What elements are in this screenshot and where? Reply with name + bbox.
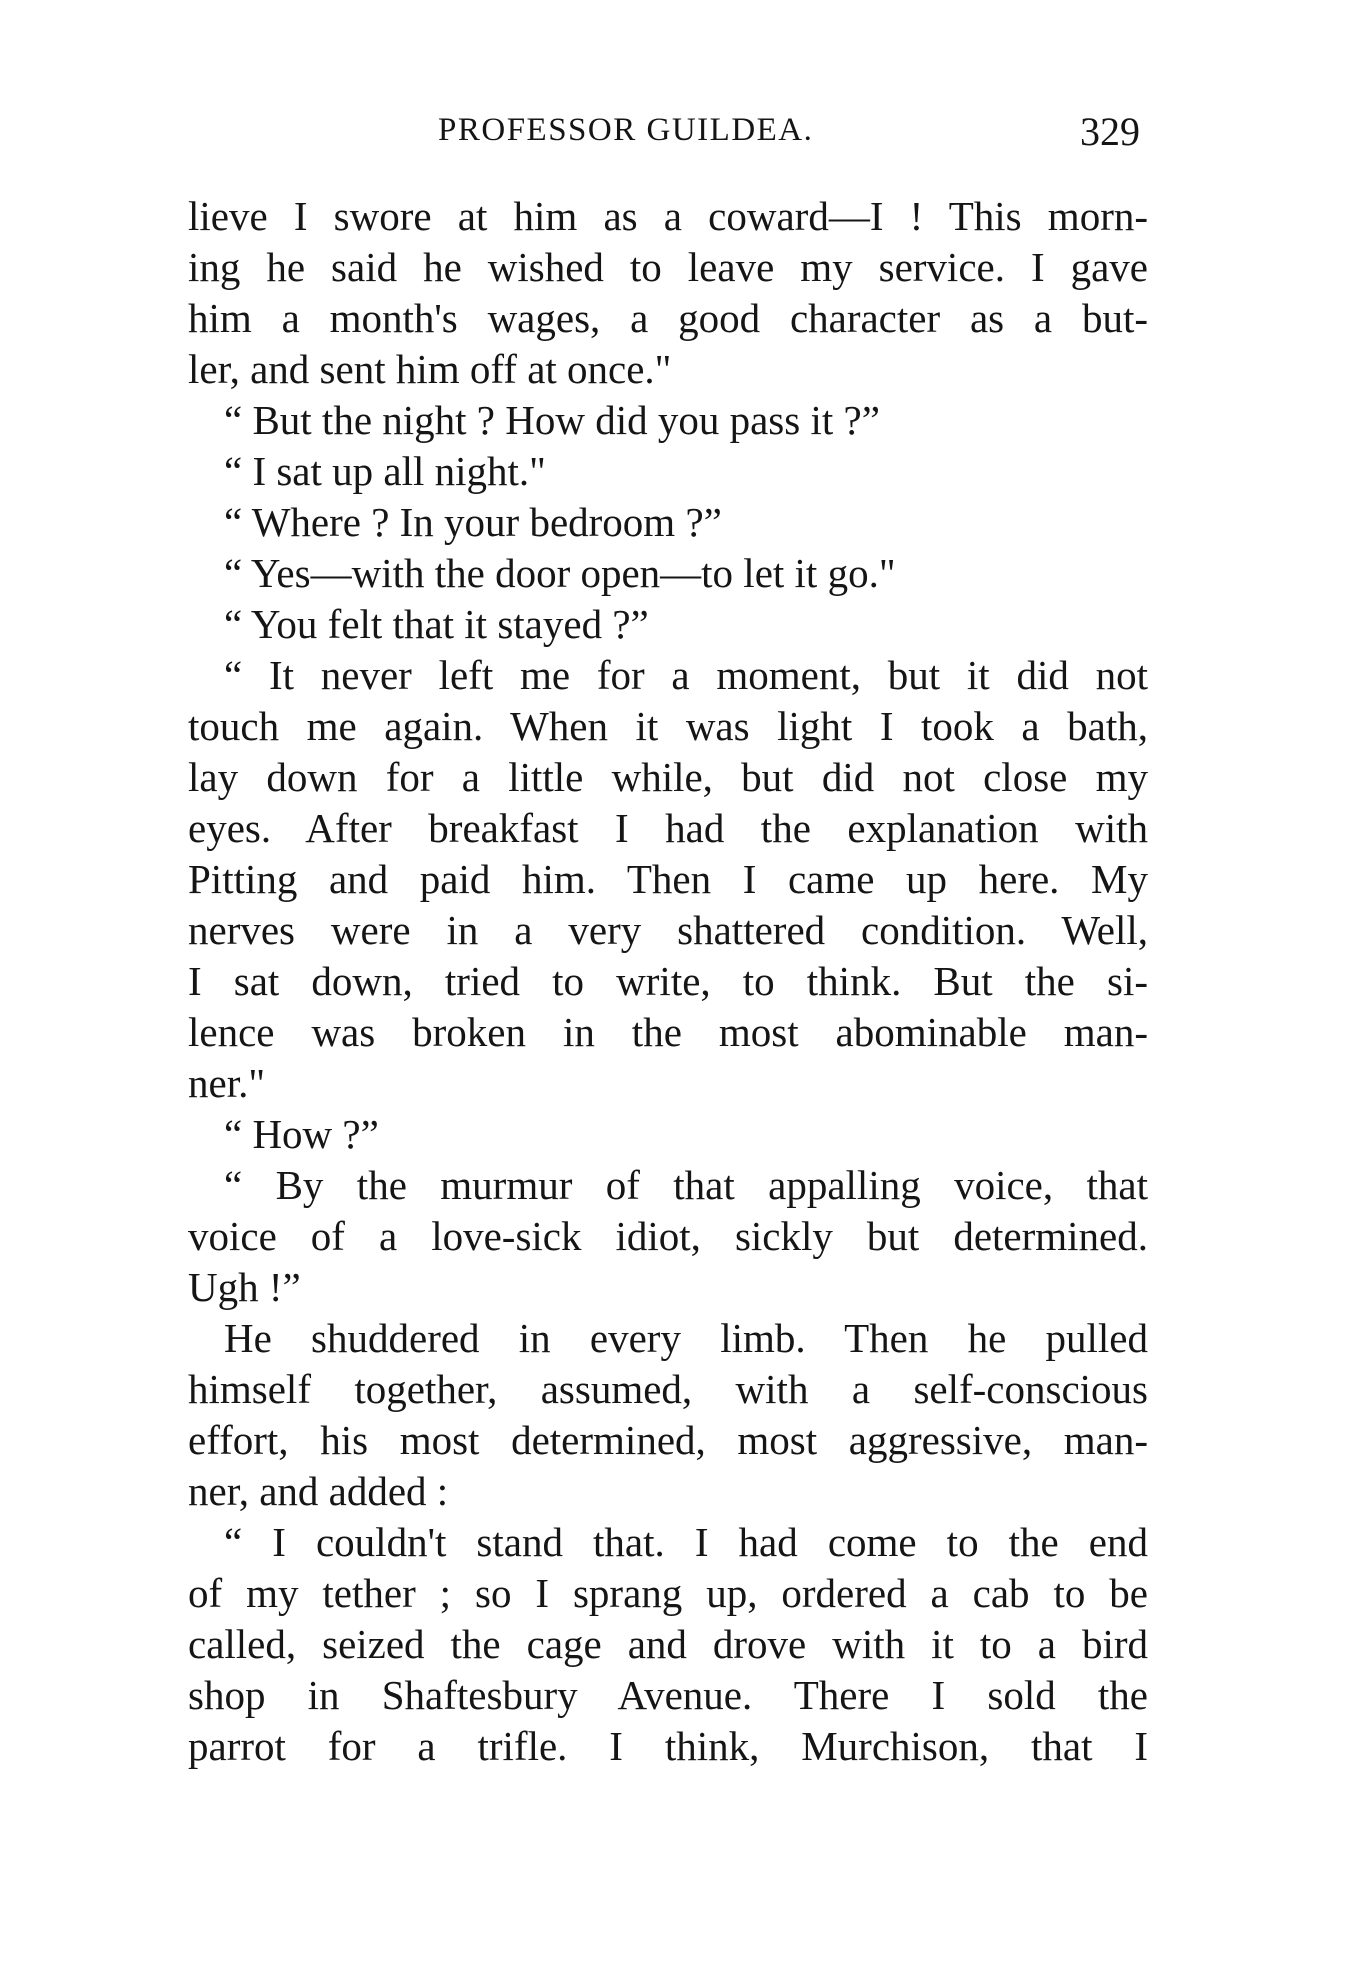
text-line: I sat down, tried to write, to think. But the si- (188, 958, 1148, 1004)
text-line: eyes. After breakfast I had the explanation with (188, 805, 1148, 851)
text-line: touch me again. When it was light I took a bath, (188, 703, 1148, 749)
text-line: “ You felt that it stayed ?” (224, 601, 649, 647)
running-title: PROFESSOR GUILDEA. (438, 112, 814, 148)
text-line: shop in Shaftesbury Avenue. There I sold the (188, 1672, 1148, 1718)
text-line: “ Where ? In your bedroom ?” (224, 499, 722, 545)
text-line: lieve I swore at him as a coward—I ! This morn- (188, 193, 1148, 239)
text-line: ler, and sent him off at once." (188, 346, 672, 392)
text-line: called, seized the cage and drove with it to a bird (188, 1621, 1148, 1667)
text-line: “ It never left me for a moment, but it did not (224, 652, 1148, 698)
text-line: “ I couldn't stand that. I had come to the end (224, 1519, 1148, 1565)
text-line: “ I sat up all night." (224, 448, 546, 494)
text-line: Pitting and paid him. Then I came up here. My (188, 856, 1148, 902)
text-line: ner, and added : (188, 1468, 449, 1514)
text-line: He shuddered in every limb. Then he pulled (224, 1315, 1148, 1361)
text-line: ing he said he wished to leave my service. I gave (188, 244, 1148, 290)
text-line: “ How ?” (224, 1111, 379, 1157)
text-line: himself together, assumed, with a self-conscious (188, 1366, 1148, 1412)
text-line: Ugh !” (188, 1264, 301, 1310)
text-line: him a month's wages, a good character as a but- (188, 295, 1148, 341)
text-line: “ By the murmur of that appalling voice, that (224, 1162, 1148, 1208)
text-line: parrot for a trifle. I think, Murchison, that I (188, 1723, 1148, 1769)
text-line: ner." (188, 1060, 266, 1106)
page-number: 329 (1080, 109, 1140, 154)
page-header (190, 108, 1140, 168)
text-line: “ Yes—with the door open—to let it go." (224, 550, 896, 596)
text-line: lence was broken in the most abominable man- (188, 1009, 1148, 1055)
text-line: lay down for a little while, but did not close my (188, 754, 1148, 800)
text-line: effort, his most determined, most aggressive, man- (188, 1417, 1148, 1463)
text-line: voice of a love-sick idiot, sickly but determined. (188, 1213, 1148, 1259)
text-line: “ But the night ? How did you pass it ?” (224, 397, 880, 443)
text-line: of my tether ; so I sprang up, ordered a cab to be (188, 1570, 1148, 1616)
text-line: nerves were in a very shattered condition. Well, (188, 907, 1148, 953)
